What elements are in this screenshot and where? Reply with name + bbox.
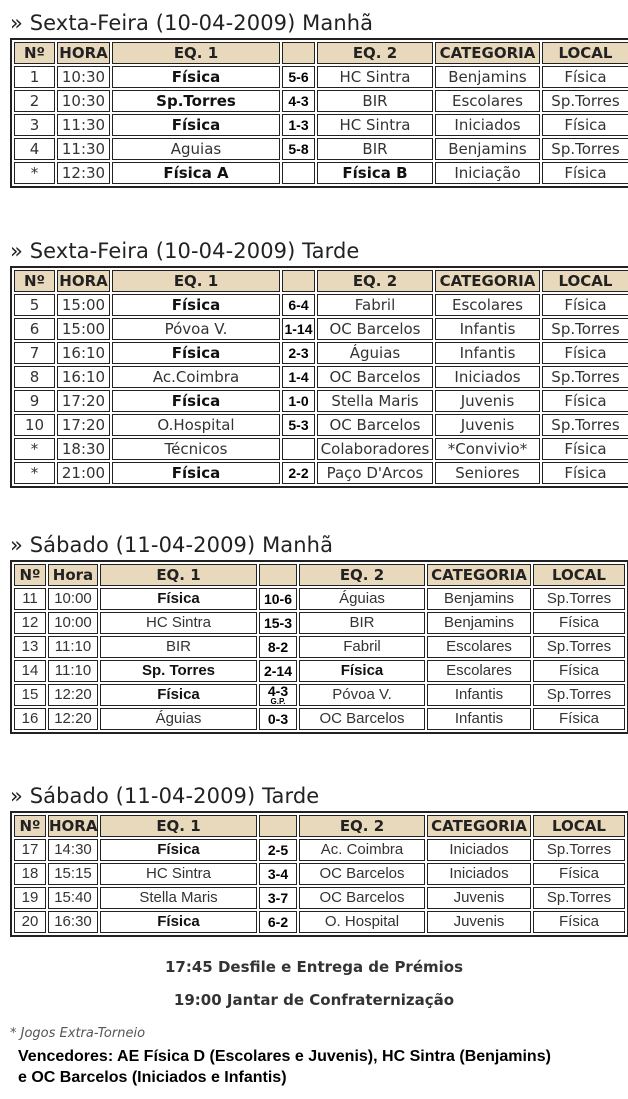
team-1: Física [112,390,280,412]
category: Benjamins [427,588,531,610]
category: Benjamins [427,612,531,634]
score: 3-4 [259,863,297,885]
category: Iniciados [435,366,540,388]
table-row [14,414,628,436]
header-eq1: EQ. 1 [100,564,257,586]
header-eq2: EQ. 2 [299,815,425,837]
venue: Física [542,294,628,316]
header-categoria: CATEGORIA [435,42,540,64]
score [282,438,315,460]
header-local: LOCAL [533,564,625,586]
team-1: HC Sintra [100,612,257,634]
game-num: 15 [14,684,46,706]
header-categoria: CATEGORIA [435,270,540,292]
category: Infantis [427,708,531,730]
venue: Física [542,162,628,184]
schedule-section-friday-morning [10,8,620,188]
team-1: Física A [112,162,280,184]
header-hora: HORA [57,270,110,292]
category: Infantis [427,684,531,706]
game-time: 12:20 [48,708,98,730]
game-time: 10:00 [48,588,98,610]
game-num: 9 [14,390,55,412]
score: 4-3 [282,90,315,112]
venue: Sp.Torres [542,414,628,436]
score: 6-2 [259,911,297,933]
category: Benjamins [435,66,540,88]
team-1: Física [100,684,257,706]
category: Juvenis [427,887,531,909]
game-num: 17 [14,839,46,861]
team-2: Águias [317,342,433,364]
score: 1-0 [282,390,315,412]
header-row [14,815,625,837]
table-row [14,839,625,861]
team-2: HC Sintra [317,114,433,136]
schedule-section-friday-afternoon [10,236,620,488]
table-row [14,390,628,412]
team-2: O. Hospital [299,911,425,933]
header-eq2: EQ. 2 [317,42,433,64]
game-num: * [14,438,55,460]
table-row [14,660,625,682]
team-1: Física [100,839,257,861]
score: 5-6 [282,66,315,88]
header-local: LOCAL [533,815,625,837]
venue: Sp.Torres [533,636,625,658]
game-num: 12 [14,612,46,634]
score: 1-14 [282,318,315,340]
venue: Física [533,863,625,885]
score: 0-3 [259,708,297,730]
schedule-table [10,560,628,734]
team-2: OC Barcelos [317,414,433,436]
game-num: 14 [14,660,46,682]
header-categoria: CATEGORIA [427,564,531,586]
game-num: 10 [14,414,55,436]
game-time: 17:20 [57,390,110,412]
game-num: 20 [14,911,46,933]
team-1: HC Sintra [100,863,257,885]
category: Iniciados [435,114,540,136]
team-1: Técnicos [112,438,280,460]
game-num: 6 [14,318,55,340]
score: 8-2 [259,636,297,658]
category: Infantis [435,318,540,340]
header-categoria: CATEGORIA [427,815,531,837]
score: 2-5 [259,839,297,861]
team-1: Física [112,66,280,88]
score-penalties [259,684,297,706]
game-time: 12:30 [57,162,110,184]
header-hora: HORA [57,42,110,64]
venue: Sp.Torres [533,588,625,610]
team-2: Física [299,660,425,682]
score: 5-3 [282,414,315,436]
table-row [14,636,625,658]
game-num: * [14,162,55,184]
winners-line: e OC Barcelos (Iniciados e Infantis) [18,1069,287,1086]
venue: Física [542,390,628,412]
team-2: OC Barcelos [317,318,433,340]
table-row [14,294,628,316]
table-row [14,612,625,634]
table-row [14,162,628,184]
team-1: Ac.Coimbra [112,366,280,388]
category: Escolares [435,294,540,316]
game-time: 12:20 [48,684,98,706]
header-local: LOCAL [542,42,628,64]
category: Juvenis [427,911,531,933]
category: Juvenis [435,390,540,412]
game-time: 15:00 [57,318,110,340]
score-note: G.P. [270,697,286,706]
category: Escolares [435,90,540,112]
game-time: 11:10 [48,660,98,682]
header-local: LOCAL [542,270,628,292]
table-row [14,462,628,484]
score-value: 4-3 [267,684,289,699]
header-num: Nº [14,564,46,586]
section-title: » Sábado (11-04-2009) Manhã [10,533,334,557]
event-awards: 17:45 Desfile e Entrega de Prémios [164,958,464,976]
section-title: » Sexta-Feira (10-04-2009) Tarde [10,239,360,263]
table-row [14,911,625,933]
game-time: 17:20 [57,414,110,436]
team-2: Stella Maris [317,390,433,412]
game-num: 3 [14,114,55,136]
header-eq1: EQ. 1 [112,270,280,292]
game-time: 15:15 [48,863,98,885]
venue: Física [533,708,625,730]
game-time: 16:30 [48,911,98,933]
category: Iniciados [427,863,531,885]
team-2: Ac. Coimbra [299,839,425,861]
team-1: Física [112,294,280,316]
team-1: Póvoa V. [112,318,280,340]
venue: Física [533,911,625,933]
game-num: 11 [14,588,46,610]
team-2: Física B [317,162,433,184]
venue: Física [533,612,625,634]
header-eq2: EQ. 2 [299,564,425,586]
venue: Sp.Torres [533,684,625,706]
team-1: Física [112,114,280,136]
schedule-table [10,811,628,937]
team-2: Colaboradores [317,438,433,460]
category: Escolares [427,660,531,682]
score: 15-3 [259,612,297,634]
schedule-table [10,266,628,488]
game-num: 16 [14,708,46,730]
game-time: 11:30 [57,114,110,136]
team-1: O.Hospital [112,414,280,436]
header-score [282,42,315,64]
team-1: BIR [100,636,257,658]
winners-line: Vencedores: AE Física D (Escolares e Juvenis), HC Sintra (Benjamins) [18,1048,551,1065]
section-title: » Sábado (11-04-2009) Tarde [10,784,320,808]
category: Seniores [435,462,540,484]
team-1: Sp.Torres [112,90,280,112]
game-time: 15:40 [48,887,98,909]
venue: Física [542,114,628,136]
table-row [14,863,625,885]
venue: Física [542,438,628,460]
table-row [14,90,628,112]
header-num: Nº [14,270,55,292]
footnote-extra-games: * Jogos Extra-Torneio [10,1026,146,1041]
venue: Sp.Torres [533,887,625,909]
game-time: 16:10 [57,366,110,388]
score: 1-4 [282,366,315,388]
schedule-section-saturday-afternoon [10,781,615,937]
score [282,162,315,184]
category: Iniciados [427,839,531,861]
game-time: 10:00 [48,612,98,634]
game-num: * [14,462,55,484]
game-time: 18:30 [57,438,110,460]
venue: Física [542,342,628,364]
header-eq2: EQ. 2 [317,270,433,292]
category: *Convivio* [435,438,540,460]
game-num: 13 [14,636,46,658]
venue: Sp.Torres [542,90,628,112]
game-time: 10:30 [57,90,110,112]
category: Juvenis [435,414,540,436]
event-dinner: 19:00 Jantar de Confraternização [173,991,455,1009]
header-hora: HORA [49,817,98,835]
team-1: Física [112,462,280,484]
category: Infantis [435,342,540,364]
winners-text [18,1046,623,1088]
venue: Sp.Torres [542,366,628,388]
game-time: 11:30 [57,138,110,160]
header-num: Nº [14,42,55,64]
schedule-table [10,38,628,188]
team-2: BIR [317,138,433,160]
venue: Física [542,66,628,88]
table-row [14,684,625,706]
table-row [14,708,625,730]
venue: Física [533,660,625,682]
score: 10-6 [259,588,297,610]
score: 2-2 [282,462,315,484]
team-2: Paço D'Arcos [317,462,433,484]
venue: Sp.Torres [542,318,628,340]
table-row [14,114,628,136]
game-time: 14:30 [48,839,98,861]
team-2: BIR [299,612,425,634]
team-2: HC Sintra [317,66,433,88]
team-2: Águias [299,588,425,610]
team-2: OC Barcelos [299,887,425,909]
venue: Sp.Torres [533,839,625,861]
team-1: Física [100,588,257,610]
table-row [14,887,625,909]
table-row [14,366,628,388]
header-eq1: EQ. 1 [100,815,257,837]
category: Iniciação [435,162,540,184]
header-hora: Hora [48,564,98,586]
game-time: 10:30 [57,66,110,88]
table-row [14,342,628,364]
table-row [14,66,628,88]
team-1: Águias [100,708,257,730]
section-title: » Sexta-Feira (10-04-2009) Manhã [10,11,374,35]
game-num: 19 [14,887,46,909]
header-row [14,270,628,292]
category: Benjamins [435,138,540,160]
header-score [282,270,315,292]
venue: Sp.Torres [542,138,628,160]
team-1: Stella Maris [100,887,257,909]
team-2: OC Barcelos [317,366,433,388]
score: 2-3 [282,342,315,364]
team-1: Física [100,911,257,933]
header-num: Nº [14,815,46,837]
game-time: 16:10 [57,342,110,364]
game-num: 8 [14,366,55,388]
team-1: Física [112,342,280,364]
team-2: BIR [317,90,433,112]
game-num: 5 [14,294,55,316]
score: 5-8 [282,138,315,160]
score: 3-7 [259,887,297,909]
team-2: OC Barcelos [299,708,425,730]
game-num: 7 [14,342,55,364]
team-2: Fabril [299,636,425,658]
score: 2-14 [259,660,297,682]
game-time: 11:10 [48,636,98,658]
game-time: 21:00 [57,462,110,484]
table-row [14,438,628,460]
table-row [14,588,625,610]
team-1: Aguias [112,138,280,160]
header-eq1: EQ. 1 [112,42,280,64]
schedule-section-saturday-morning [10,530,615,734]
score: 6-4 [282,294,315,316]
score: 1-3 [282,114,315,136]
venue: Física [542,462,628,484]
game-num: 1 [14,66,55,88]
header-score [259,564,297,586]
team-2: OC Barcelos [299,863,425,885]
header-row [14,42,628,64]
team-2: Fabril [317,294,433,316]
table-row [14,318,628,340]
game-time: 15:00 [57,294,110,316]
header-score [259,815,297,837]
team-1: Sp. Torres [100,660,257,682]
table-row [14,138,628,160]
team-2: Póvoa V. [299,684,425,706]
game-num: 4 [14,138,55,160]
header-row [14,564,625,586]
game-num: 18 [14,863,46,885]
category: Escolares [427,636,531,658]
game-num: 2 [14,90,55,112]
